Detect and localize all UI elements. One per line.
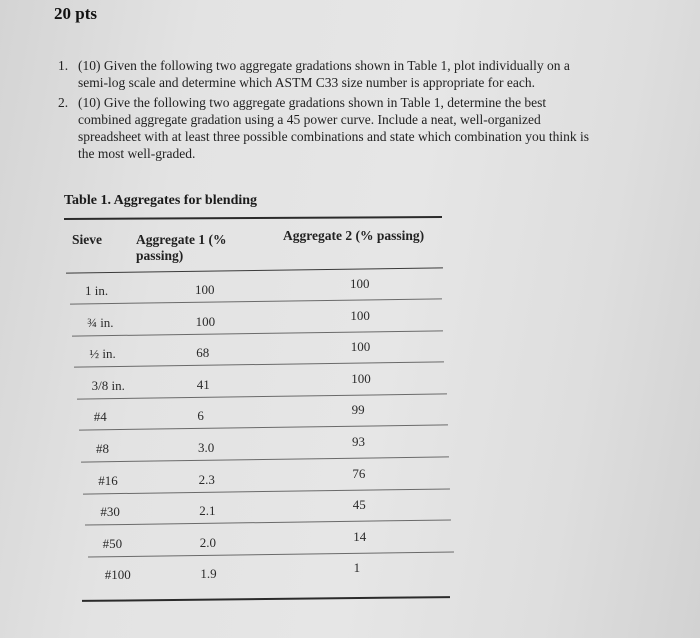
question-2 bbox=[58, 94, 658, 162]
row-divider bbox=[81, 456, 449, 462]
question-2-line-4: the most well-graded. bbox=[78, 146, 196, 161]
row-divider bbox=[79, 425, 448, 431]
question-2-line-3: spreadsheet with at least three possible combinations and state which combination you think is bbox=[78, 129, 590, 144]
aggregate-1-cell: 2.0 bbox=[199, 534, 217, 550]
aggregate-2-cell: 93 bbox=[352, 434, 365, 449]
header-bottom-rule bbox=[66, 267, 443, 273]
aggregate-1-cell: 3.0 bbox=[198, 440, 215, 455]
row-divider bbox=[70, 298, 442, 304]
header-aggregate-1-line-1: Aggregate 1 (% bbox=[136, 232, 227, 247]
aggregate-1-cell: 2.1 bbox=[199, 503, 216, 519]
sieve-cell: #16 bbox=[98, 472, 118, 488]
aggregate-1-cell: 100 bbox=[195, 282, 215, 297]
question-1-number: 1. bbox=[58, 58, 69, 73]
sieve-cell: #50 bbox=[102, 535, 123, 551]
table-bottom-rule bbox=[82, 596, 450, 602]
row-divider bbox=[72, 330, 443, 336]
table-caption: Table 1. Aggregates for blending bbox=[64, 193, 258, 208]
aggregate-1-cell: 6 bbox=[197, 408, 204, 424]
sieve-cell: 1 in. bbox=[85, 283, 109, 298]
question-2-line-1: (10) Give the following two aggregate gradations shown in Table 1, determine the best bbox=[78, 95, 547, 110]
aggregate-2-cell: 76 bbox=[352, 465, 366, 481]
header-aggregate-1-line-2: passing) bbox=[136, 248, 184, 263]
row-divider bbox=[88, 551, 454, 557]
sieve-cell: #4 bbox=[93, 409, 107, 425]
row-divider bbox=[74, 362, 444, 368]
row-divider bbox=[85, 520, 451, 526]
aggregate-2-cell: 99 bbox=[351, 402, 365, 418]
aggregate-1-cell: 68 bbox=[196, 345, 210, 361]
aggregate-2-cell: 100 bbox=[350, 307, 370, 323]
question-1 bbox=[58, 57, 648, 91]
table-top-rule bbox=[64, 216, 442, 220]
aggregate-2-cell: 100 bbox=[350, 276, 370, 291]
question-2-number: 2. bbox=[58, 95, 69, 110]
sieve-cell: 3/8 in. bbox=[91, 377, 125, 393]
aggregate-2-cell: 45 bbox=[352, 497, 366, 513]
sieve-cell: ½ in. bbox=[89, 346, 116, 362]
aggregate-2-cell: 1 bbox=[353, 560, 361, 576]
row-divider bbox=[77, 393, 447, 399]
question-2-line-2: combined aggregate gradation using a 45 power curve. Include a neat, well-organized bbox=[78, 112, 541, 127]
header-sieve: Sieve bbox=[72, 232, 102, 247]
points-label: 20 pts bbox=[54, 4, 97, 23]
question-1-line-1: (10) Given the following two aggregate gradations shown in Table 1, plot individually on a bbox=[78, 58, 570, 73]
aggregate-1-cell: 100 bbox=[195, 313, 216, 329]
question-1-line-2: semi-log scale and determine which ASTM C33 size number is appropriate for each. bbox=[78, 75, 535, 90]
sieve-cell: #8 bbox=[96, 441, 109, 456]
sieve-cell: #100 bbox=[104, 567, 131, 583]
aggregate-1-cell: 41 bbox=[196, 376, 210, 392]
aggregate-2-cell: 14 bbox=[353, 528, 367, 544]
sieve-cell: #30 bbox=[100, 504, 120, 520]
sieve-cell: ¾ in. bbox=[87, 314, 114, 330]
aggregate-1-cell: 1.9 bbox=[200, 566, 217, 582]
aggregate-2-cell: 100 bbox=[351, 370, 371, 386]
aggregate-1-cell: 2.3 bbox=[198, 471, 215, 487]
header-aggregate-2: Aggregate 2 (% passing) bbox=[283, 228, 425, 243]
row-divider bbox=[83, 488, 450, 494]
aggregate-2-cell: 100 bbox=[350, 339, 371, 355]
